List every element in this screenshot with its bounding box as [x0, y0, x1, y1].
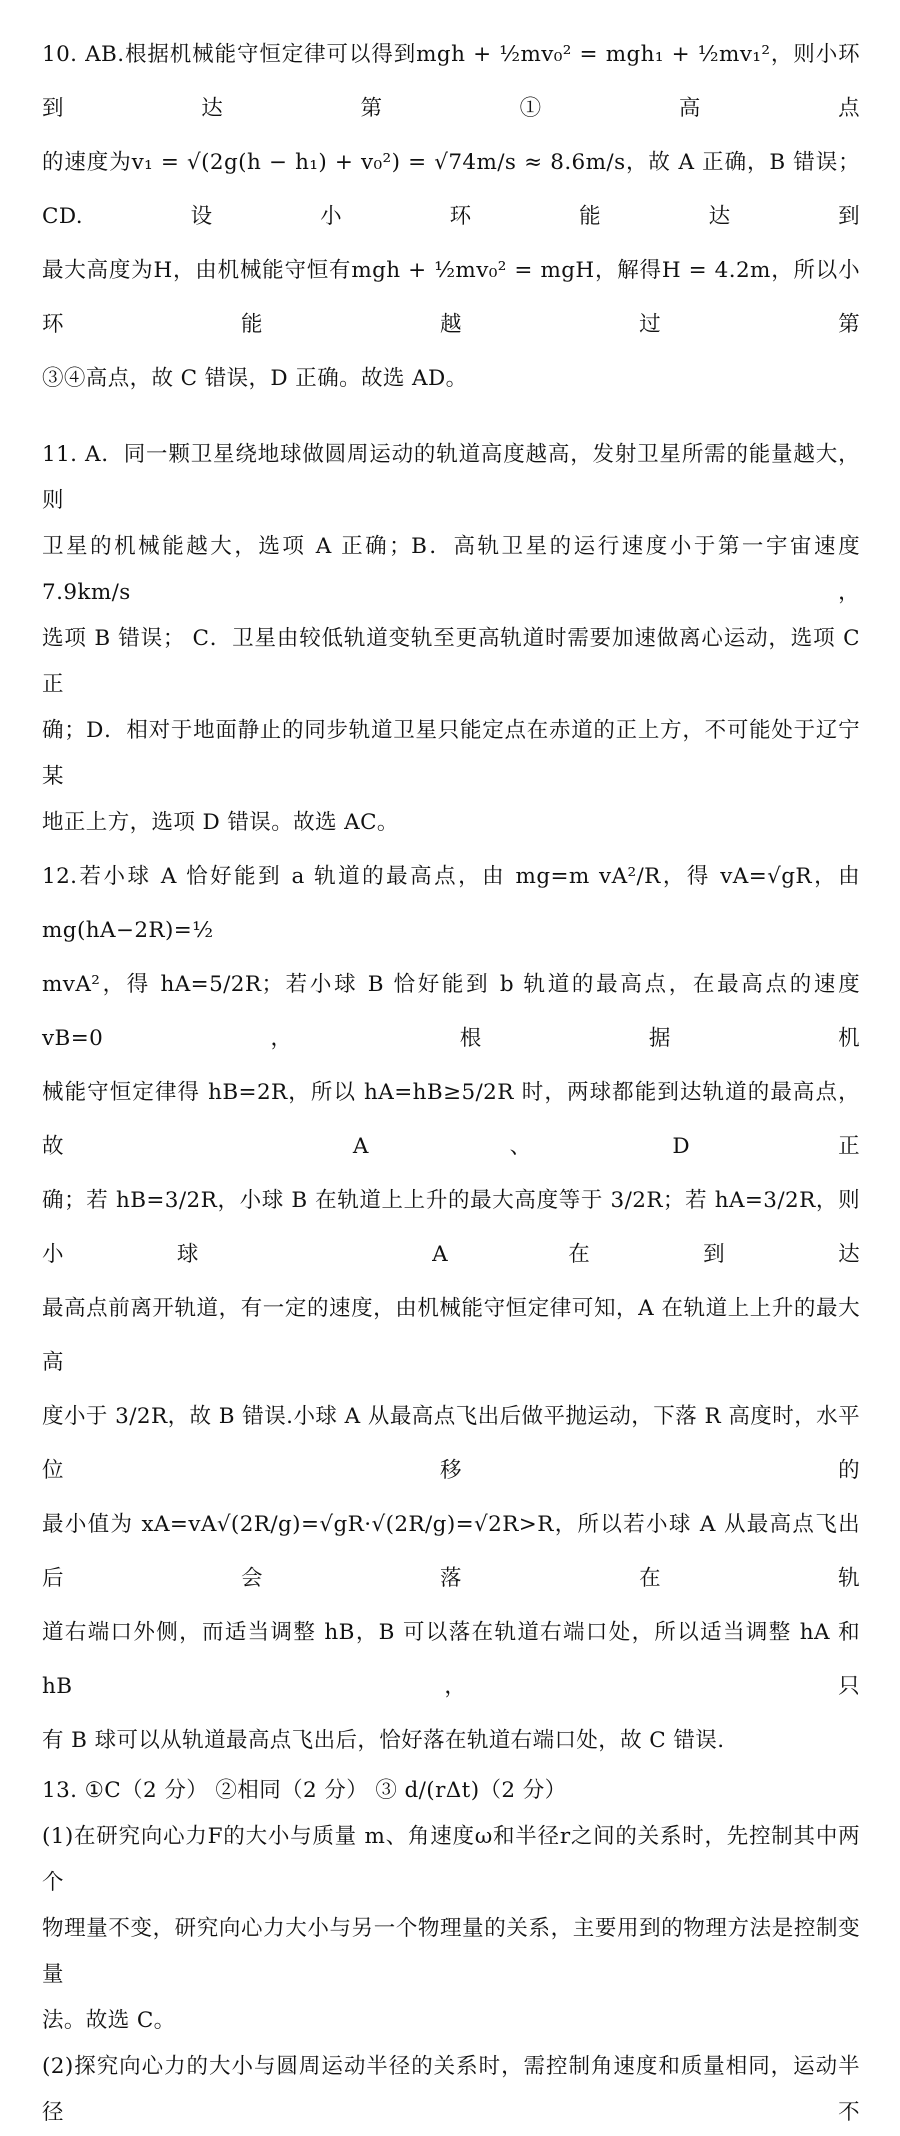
- text-line: 法。故选 C。: [42, 2008, 176, 2033]
- text-line: 地正上方，选项 D 错误。故选 AC。: [42, 810, 399, 835]
- text-line: 11. A．同一颗卫星绕地球做圆周运动的轨道高度越高，发射卫星所需的能量越大，则: [42, 442, 860, 513]
- text-line: 有 B 球可以从轨道最高点飞出后，恰好落在轨道右端口处，故 C 错误.: [42, 1728, 725, 1753]
- text-line: ③④高点，故 C 错误，D 正确。故选 AD。: [42, 366, 468, 391]
- answer-q13: [42, 1768, 860, 2136]
- text-line: 度小于 3/2R，故 B 错误.小球 A 从最高点飞出后做平抛运动，下落 R 高度时，水平位移的: [42, 1404, 860, 1483]
- text-line: 物理量不变，研究向心力大小与另一个物理量的关系，主要用到的物理方法是控制变量: [42, 1916, 860, 1987]
- text-line: 最大高度为H，由机械能守恒有mgh + ½mv₀² = mgH，解得H = 4.2m，所以小环能越过第: [42, 258, 860, 337]
- text-line: 13. ①C（2 分） ②相同（2 分） ③ d/(rΔt)（2 分）: [42, 1778, 567, 1803]
- text-line: mvA²，得 hA=5/2R；若小球 B 恰好能到 b 轨道的最高点，在最高点的速度 vB=0，根据机: [42, 972, 860, 1051]
- text-line: 最高点前离开轨道，有一定的速度，由机械能守恒定律可知，A 在轨道上上升的最大高: [42, 1296, 860, 1375]
- text-line: (1)在研究向心力F的大小与质量 m、角速度ω和半径r之间的关系时，先控制其中两个: [42, 1824, 860, 1895]
- text-line: 道右端口外侧，而适当调整 hB，B 可以落在轨道右端口处，所以适当调整 hA 和 hB，只: [42, 1620, 860, 1699]
- text-line: 最小值为 xA=vA√(2R/g)=√gR·√(2R/g)=√2R>R，所以若小球 A 从最高点飞出后会落在轨: [42, 1512, 860, 1591]
- text-line: 的速度为v₁ = √(2g(h − h₁) + v₀²) = √74m/s ≈ 8.6m/s，故 A 正确，B 错误；CD.设小环能达到: [42, 150, 860, 229]
- text-line: 确；若 hB=3/2R，小球 B 在轨道上上升的最大高度等于 3/2R；若 hA=3/2R，则小球 A 在到达: [42, 1188, 860, 1267]
- text-line: 10. AB.根据机械能守恒定律可以得到mgh + ½mv₀² = mgh₁ + ½mv₁²，则小环到达第①高点: [42, 42, 860, 121]
- answer-q10: [42, 28, 860, 406]
- answer-q12: [42, 850, 860, 1768]
- text-line: (2)探究向心力的大小与圆周运动半径的关系时，需控制角速度和质量相同，运动半径不: [42, 2054, 860, 2125]
- text-line: 械能守恒定律得 hB=2R，所以 hA=hB≥5/2R 时，两球都能到达轨道的最高点，故 A、D 正: [42, 1080, 860, 1159]
- text-line: 选项 B 错误； C．卫星由较低轨道变轨至更高轨道时需要加速做离心运动，选项 C 正: [42, 626, 860, 697]
- answer-q11: [42, 432, 860, 846]
- text-line: 12.若小球 A 恰好能到 a 轨道的最高点，由 mg=m vA²/R，得 vA=√gR，由 mg(hA−2R)=½: [42, 864, 860, 943]
- text-line: 卫星的机械能越大，选项 A 正确；B．高轨卫星的运行速度小于第一宇宙速度 7.9km/s，: [42, 534, 860, 605]
- text-line: 确；D．相对于地面静止的同步轨道卫星只能定点在赤道的正上方，不可能处于辽宁某: [42, 718, 860, 789]
